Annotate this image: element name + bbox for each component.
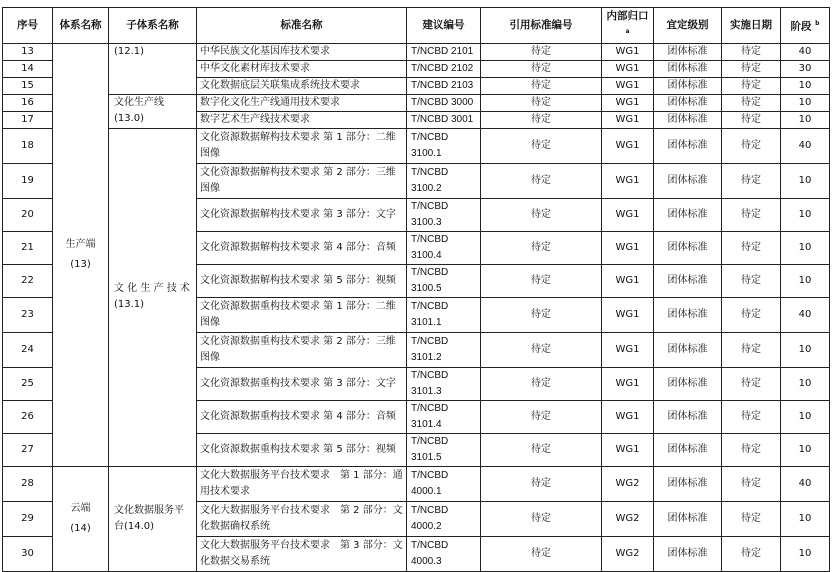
cell-seq: 15: [3, 77, 53, 94]
cell-internal: WG1: [602, 367, 654, 400]
cell-code: T/NCBD 4000.3: [407, 536, 481, 571]
cell-date: 待定: [722, 128, 781, 163]
cell-stage: 40: [781, 43, 830, 60]
cell-ref: 待定: [481, 332, 602, 367]
cell-internal: WG2: [602, 501, 654, 536]
cell-date: 待定: [722, 163, 781, 198]
cell-ref: 待定: [481, 128, 602, 163]
cell-date: 待定: [722, 501, 781, 536]
cell-ref: 待定: [481, 111, 602, 128]
cell-name: 文化资源数据解构技术要求 第 4 部分：音频: [197, 231, 407, 264]
cell-ref: 待定: [481, 297, 602, 332]
header-ref: 引用标准编号: [481, 8, 602, 44]
header-level: 宜定级别: [654, 8, 722, 44]
cell-date: 待定: [722, 332, 781, 367]
cell-name: 文化资源数据解构技术要求 第 1 部分：二维图像: [197, 128, 407, 163]
cell-ref: 待定: [481, 367, 602, 400]
cell-date: 待定: [722, 466, 781, 501]
cell-stage: 10: [781, 264, 830, 297]
cell-stage: 10: [781, 433, 830, 466]
cell-internal: WG1: [602, 163, 654, 198]
cell-code: T/NCBD 2101: [407, 43, 481, 60]
cell-code: T/NCBD 4000.1: [407, 466, 481, 501]
cell-internal: WG1: [602, 198, 654, 231]
cell-seq: 22: [3, 264, 53, 297]
cell-name: 文化资源数据重构技术要求 第 5 部分：视频: [197, 433, 407, 466]
cell-stage: 10: [781, 332, 830, 367]
cell-level: 团体标准: [654, 501, 722, 536]
subsystem-14-0: [109, 466, 197, 571]
cell-stage: 40: [781, 128, 830, 163]
header-name: 标准名称: [197, 8, 407, 44]
cell-internal: WG1: [602, 231, 654, 264]
cell-name: 文化资源数据解构技术要求 第 2 部分：三维图像: [197, 163, 407, 198]
cell-ref: 待定: [481, 466, 602, 501]
cell-code: T/NCBD 3000: [407, 94, 481, 111]
cell-stage: 40: [781, 466, 830, 501]
cell-date: 待定: [722, 400, 781, 433]
cell-code: T/NCBD 3100.4: [407, 231, 481, 264]
subsystem-13-1-code: (13.1): [114, 299, 145, 310]
cell-level: 团体标准: [654, 536, 722, 571]
cell-seq: 16: [3, 94, 53, 111]
system-production-name: 生产端: [65, 238, 96, 250]
cell-code: T/NCBD 3101.5: [407, 433, 481, 466]
cell-internal: WG1: [602, 332, 654, 367]
cell-stage: 10: [781, 111, 830, 128]
subsystem-14-0-code: 台(14.0): [114, 520, 155, 532]
cell-name: 文化资源数据重构技术要求 第 3 部分：文字: [197, 367, 407, 400]
cell-seq: 26: [3, 400, 53, 433]
cell-name: 文化资源数据解构技术要求 第 3 部分：文字: [197, 198, 407, 231]
cell-date: 待定: [722, 264, 781, 297]
cell-code: T/NCBD 3100.2: [407, 163, 481, 198]
cell-name: 文化数据底层关联集成系统技术要求: [197, 77, 407, 94]
cell-name: 文化资源数据重构技术要求 第 2 部分：三维图像: [197, 332, 407, 367]
cell-code: T/NCBD 3101.2: [407, 332, 481, 367]
cell-stage: 10: [781, 94, 830, 111]
cell-ref: 待定: [481, 94, 602, 111]
cell-internal: WG1: [602, 60, 654, 77]
header-stage-footnote: b: [815, 20, 820, 27]
cell-name: 文化资源数据解构技术要求 第 5 部分：视频: [197, 264, 407, 297]
system-cloud: [53, 466, 109, 571]
cell-stage: 10: [781, 163, 830, 198]
cell-internal: WG1: [602, 297, 654, 332]
header-internal-label: 内部归口: [606, 10, 649, 22]
cell-level: 团体标准: [654, 111, 722, 128]
cell-seq: 19: [3, 163, 53, 198]
header-stage: [781, 8, 830, 44]
cell-level: 团体标准: [654, 400, 722, 433]
cell-date: 待定: [722, 111, 781, 128]
cell-level: 团体标准: [654, 128, 722, 163]
cell-seq: 21: [3, 231, 53, 264]
cell-name: 文化大数据服务平台技术要求 第 1 部分：通用技术要求: [197, 466, 407, 501]
cell-ref: 待定: [481, 536, 602, 571]
cell-code: T/NCBD 2103: [407, 77, 481, 94]
cell-seq: 17: [3, 111, 53, 128]
cell-internal: WG1: [602, 77, 654, 94]
cell-name: 中华民族文化基因库技术要求: [197, 43, 407, 60]
cell-date: 待定: [722, 231, 781, 264]
cell-seq: 28: [3, 466, 53, 501]
cell-seq: 23: [3, 297, 53, 332]
subsystem-13-1: [109, 128, 197, 466]
cell-stage: 10: [781, 77, 830, 94]
cell-code: T/NCBD 3100.1: [407, 128, 481, 163]
cell-code: T/NCBD 3001: [407, 111, 481, 128]
cell-internal: WG1: [602, 128, 654, 163]
cell-internal: WG1: [602, 111, 654, 128]
cell-internal: WG1: [602, 433, 654, 466]
header-internal-footnote: a: [625, 28, 630, 35]
cell-seq: 13: [3, 43, 53, 60]
cell-name: 文化资源数据重构技术要求 第 1 部分：二维图像: [197, 297, 407, 332]
cell-level: 团体标准: [654, 466, 722, 501]
cell-stage: 10: [781, 367, 830, 400]
cell-level: 团体标准: [654, 332, 722, 367]
header-internal: [602, 8, 654, 44]
cell-date: 待定: [722, 198, 781, 231]
cell-ref: 待定: [481, 77, 602, 94]
cell-ref: 待定: [481, 60, 602, 77]
cell-ref: 待定: [481, 501, 602, 536]
cell-ref: 待定: [481, 433, 602, 466]
system-production: [53, 43, 109, 466]
cell-date: 待定: [722, 367, 781, 400]
cell-seq: 24: [3, 332, 53, 367]
cell-date: 待定: [722, 60, 781, 77]
header-seq: 序号: [3, 8, 53, 44]
cell-internal: WG2: [602, 466, 654, 501]
cell-code: T/NCBD 3100.3: [407, 198, 481, 231]
cell-date: 待定: [722, 297, 781, 332]
cell-code: T/NCBD 3101.4: [407, 400, 481, 433]
cell-level: 团体标准: [654, 231, 722, 264]
system-cloud-name: 云端: [70, 502, 91, 514]
cell-name: 文化资源数据重构技术要求 第 4 部分：音频: [197, 400, 407, 433]
cell-name: 文化大数据服务平台技术要求 第 3 部分：文化数据交易系统: [197, 536, 407, 571]
cell-stage: 10: [781, 231, 830, 264]
cell-level: 团体标准: [654, 198, 722, 231]
cell-level: 团体标准: [654, 367, 722, 400]
subsystem-13-0: 文化生产线(13.0): [109, 94, 197, 128]
cell-level: 团体标准: [654, 94, 722, 111]
cell-date: 待定: [722, 94, 781, 111]
cell-internal: WG1: [602, 43, 654, 60]
cell-stage: 40: [781, 297, 830, 332]
cell-level: 团体标准: [654, 60, 722, 77]
cell-level: 团体标准: [654, 433, 722, 466]
cell-date: 待定: [722, 43, 781, 60]
cell-ref: 待定: [481, 264, 602, 297]
cell-internal: WG1: [602, 94, 654, 111]
cell-level: 团体标准: [654, 77, 722, 94]
cell-seq: 14: [3, 60, 53, 77]
cell-ref: 待定: [481, 400, 602, 433]
subsystem-13-1-title: 文 化 生 产 技 术: [114, 283, 190, 294]
cell-stage: 10: [781, 536, 830, 571]
cell-ref: 待定: [481, 163, 602, 198]
cell-stage: 10: [781, 400, 830, 433]
cell-seq: 30: [3, 536, 53, 571]
cell-code: T/NCBD 2102: [407, 60, 481, 77]
cell-name: 数字化文化生产线通用技术要求: [197, 94, 407, 111]
header-date: 实施日期: [722, 8, 781, 44]
header-system: 体系名称: [53, 8, 109, 44]
cell-seq: 29: [3, 501, 53, 536]
cell-level: 团体标准: [654, 43, 722, 60]
cell-date: 待定: [722, 536, 781, 571]
cell-code: T/NCBD 3100.5: [407, 264, 481, 297]
system-cloud-count: (14): [70, 522, 91, 534]
subsystem-12-1: (12.1): [109, 43, 197, 94]
cell-level: 团体标准: [654, 163, 722, 198]
header-stage-label: 阶段: [790, 20, 812, 33]
cell-seq: 18: [3, 128, 53, 163]
cell-date: 待定: [722, 77, 781, 94]
header-code: 建议编号: [407, 8, 481, 44]
cell-code: T/NCBD 4000.2: [407, 501, 481, 536]
cell-seq: 20: [3, 198, 53, 231]
cell-seq: 27: [3, 433, 53, 466]
cell-ref: 待定: [481, 231, 602, 264]
header-subsystem: 子体系名称: [109, 8, 197, 44]
cell-internal: WG1: [602, 264, 654, 297]
table-row: [3, 128, 830, 163]
cell-stage: 10: [781, 198, 830, 231]
cell-level: 团体标准: [654, 264, 722, 297]
cell-date: 待定: [722, 433, 781, 466]
cell-level: 团体标准: [654, 297, 722, 332]
cell-code: T/NCBD 3101.3: [407, 367, 481, 400]
header-row: [3, 8, 830, 44]
subsystem-14-0-title: 文化数据服务平: [114, 504, 184, 516]
system-production-count: (13): [70, 258, 91, 270]
standards-table: [2, 7, 830, 572]
table-row: [3, 43, 830, 60]
cell-ref: 待定: [481, 198, 602, 231]
cell-stage: 10: [781, 501, 830, 536]
table-row: [3, 94, 830, 111]
table-row: [3, 466, 830, 501]
cell-internal: WG1: [602, 400, 654, 433]
cell-seq: 25: [3, 367, 53, 400]
cell-internal: WG2: [602, 536, 654, 571]
cell-ref: 待定: [481, 43, 602, 60]
cell-code: T/NCBD 3101.1: [407, 297, 481, 332]
cell-name: 文化大数据服务平台技术要求 第 2 部分：文化数据确权系统: [197, 501, 407, 536]
cell-stage: 30: [781, 60, 830, 77]
cell-name: 中华文化素材库技术要求: [197, 60, 407, 77]
cell-name: 数字艺术生产线技术要求: [197, 111, 407, 128]
